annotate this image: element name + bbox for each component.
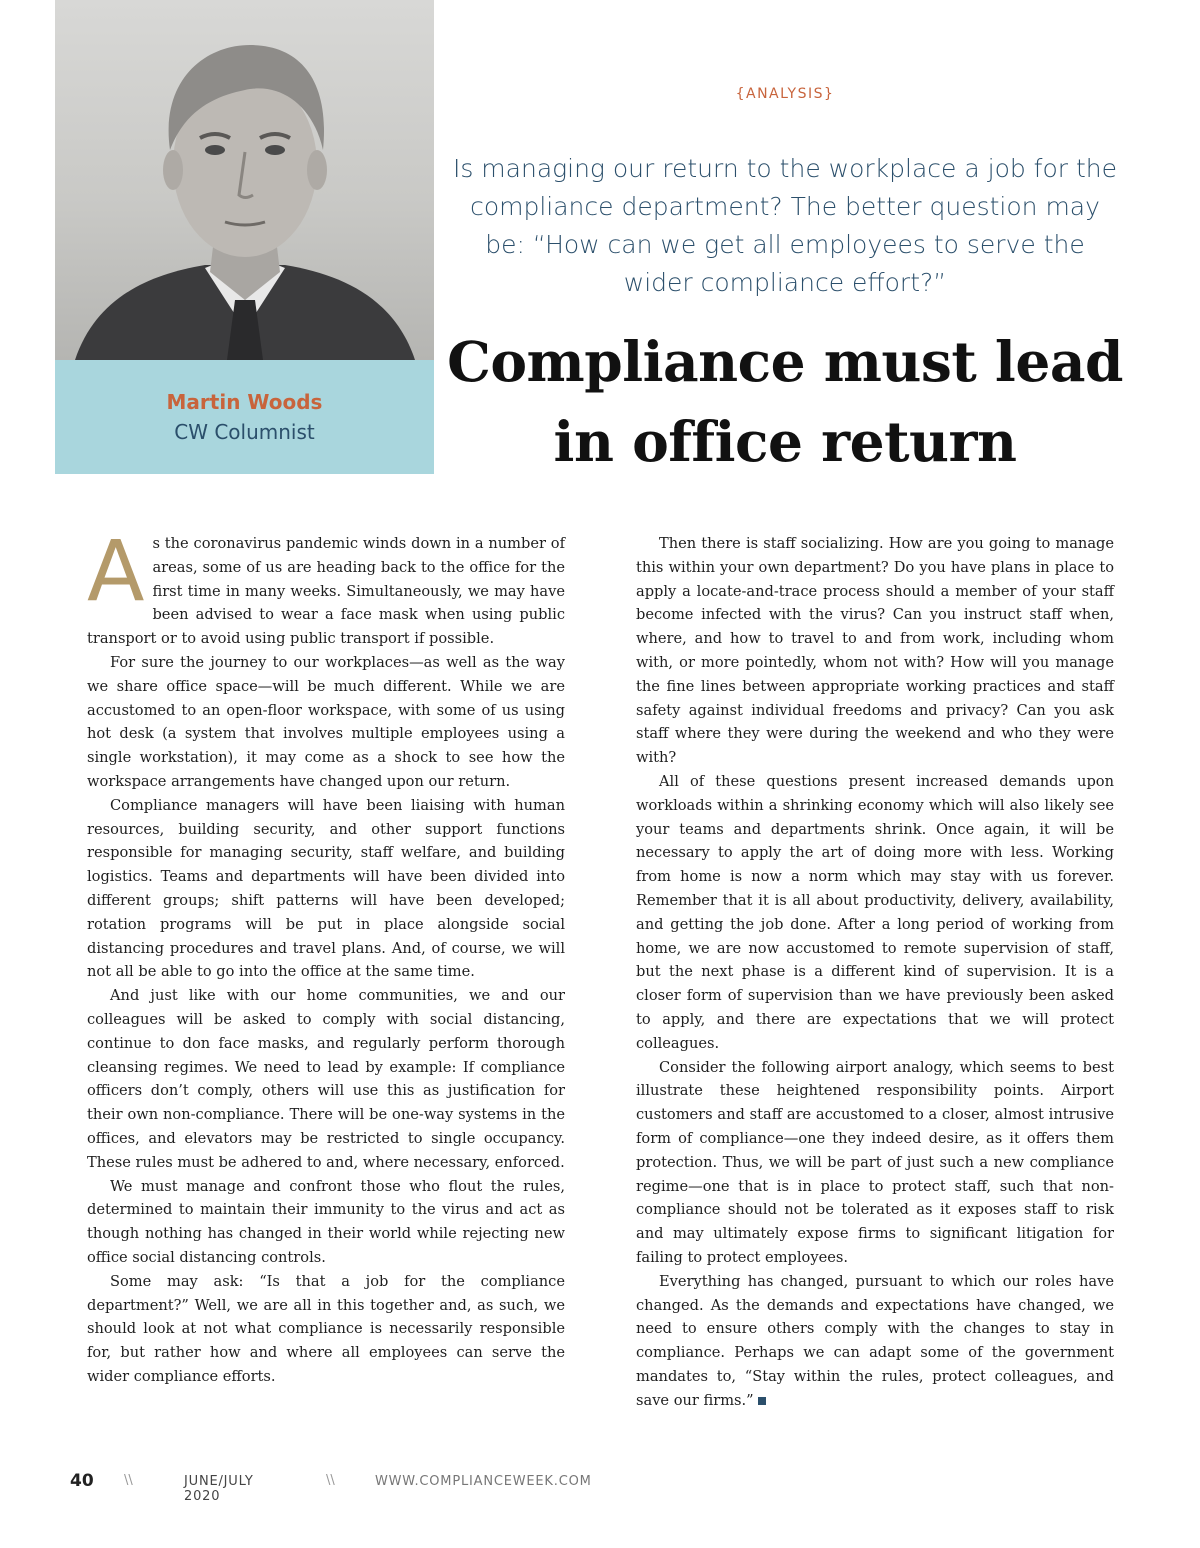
article-paragraph: For sure the journey to our workplaces—as well as the way we share office space—will be much different. While we are accustomed to an open-floor workspace, with some of us using hot desk (a system that involves multiple employees using a single workstation), it may come as a shock to see how the workspace arrangements have changed upon our return. [87, 653, 565, 790]
issue-date: JUNE/JULY 2020 [184, 1474, 254, 1504]
article-deck: Is managing our return to the workplace a job for the compliance department? The better question may be: “How can we get all employees to serve the wider compliance effort?” [452, 154, 1118, 297]
author-photo [55, 0, 434, 360]
article-paragraph: All of these questions present increased demands upon workloads within a shrinking economy which will also likely see your teams and departments shrink. Once again, it will be necessary to apply the art of doing more with less. Working from home is now a norm which may stay with us forever. Remember that it is all about productivity, delivery, availability, and getting the job done. After a long period of working from home, we are now accustomed to remote supervision of staff, but the next phase is a different kind of supervision. It is a closer form of supervision than we have previously been asked to apply, and there are expectations that we will protect colleagues. [636, 772, 1114, 1052]
author-name: Martin Woods [166, 390, 323, 414]
article-paragraph: Consider the following airport analogy, which seems to best illustrate these heightened responsibility points. Airport customers and staff are accustomed to a closer, almost intrusive form of compliance—one they indeed desire, as it offers them protection. Thus, we will be part of just such a new compliance regime—one that is in place to protect staff, such that non-compliance should not be tolerated as it exposes staff to risk and may ultimately expose firms to significant litigation for failing to protect employees. [636, 1058, 1114, 1266]
article-paragraph [636, 1270, 1114, 1413]
footer-separator: \\ [124, 1473, 133, 1488]
paragraph-text: s the coronavirus pandemic winds down in a number of areas, some of us are heading back to the office for the first time in many weeks. Simultaneously, we may have been advised to wear a face mask when using public transport or to avoid using public transport if possible. [87, 535, 565, 648]
article-paragraph: Then there is staff socializing. How are you going to manage this within your own department? Do you have plans in place to apply a locate-and-trace process should a member of your staff become infected with the virus? Can you instruct staff when, where, and how to travel to and from work, including whom with, or more pointedly, whom not with? How will you manage the fine lines between appropriate working practices and staff safety against individual freedoms and privacy? Can you ask staff where they were during the weekend and who they were with? [636, 535, 1114, 767]
author-role: CW Columnist [174, 420, 315, 444]
article-paragraph: Compliance managers will have been liaising with human resources, building security, and other support functions responsible for managing security, staff welfare, and building logistics. Teams and departments will have been divided into different groups; shift patterns will have been developed; rotation programs will be put in place alongside social distancing procedures and travel plans. And, of course, we will not all be able to go into the office at the same time. [87, 796, 565, 981]
footer-separator: \\ [326, 1473, 335, 1488]
paragraph-text: Everything has changed, pursuant to which our roles have changed. As the demands and expectations have changed, we need to ensure others comply with the changes to stay in compliance. Perhaps we can adapt some of the government mandates to, “Stay within the rules, protect colleagues, and save our firms.” [636, 1272, 1114, 1409]
article-paragraph [87, 522, 565, 651]
article-paragraph: We must manage and confront those who flout the rules, determined to maintain their immunity to the virus and act as though nothing has changed in their world while rejecting new office social distancing controls. [87, 1177, 565, 1266]
page-number: 40 [70, 1471, 94, 1491]
author-box [55, 360, 434, 474]
article-column-right [636, 532, 1114, 1412]
dropcap: A [87, 522, 145, 620]
article-column-left [87, 522, 565, 1389]
section-tag: {ANALYSIS} [735, 86, 835, 102]
portrait-image [55, 0, 434, 360]
website-url: WWW.COMPLIANCEWEEK.COM [375, 1474, 592, 1489]
article-headline: Compliance must lead in office return [447, 329, 1123, 474]
article-paragraph: And just like with our home communities, we and our colleagues will be asked to comply with social distancing, continue to don face masks, and regularly perform thorough cleansing regimes. We need to lead by example: If compliance officers don’t comply, others will use this as justification for their own non-compliance. There will be one-way systems in the offices, and elevators may be restricted to single occupancy. These rules must be adhered to and, where necessary, enforced. [87, 987, 565, 1171]
end-mark-icon [758, 1397, 766, 1405]
article-paragraph: Some may ask: “Is that a job for the compliance department?” Well, we are all in this together and, as such, we should look at not what compliance is necessarily responsible for, but rather how and where all employees can serve the wider compliance efforts. [87, 1272, 565, 1385]
